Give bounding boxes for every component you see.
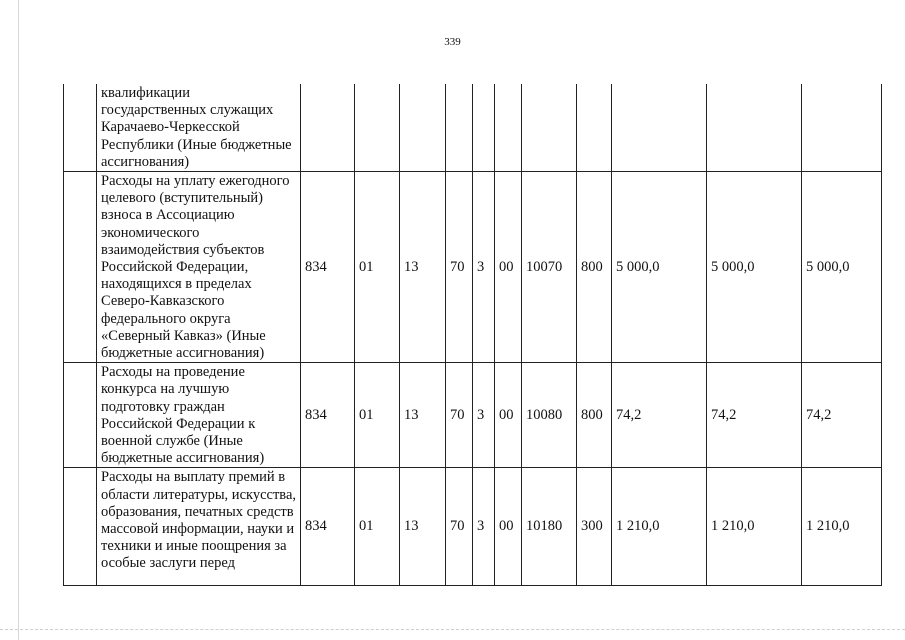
amount-cell-year3: 74,2 (802, 363, 882, 468)
scan-edge-line (18, 0, 19, 640)
direction-code-cell (522, 84, 577, 172)
table-row (64, 468, 882, 586)
expense-type-cell: 300 (577, 468, 612, 586)
amount-cell-year2 (707, 84, 802, 172)
description-cell: Расходы на выплату премий в области литературы, искусства, образования, печатных средств массовой информации, науки и техники и иные поощрения за особые заслуги перед (97, 468, 301, 586)
ministry-code-cell: 834 (301, 468, 355, 586)
event-code-cell (495, 84, 522, 172)
ministry-code-cell: 834 (301, 363, 355, 468)
amount-cell-year2: 74,2 (707, 363, 802, 468)
description-cell: Расходы на проведение конкурса на лучшую подготовку граждан Российской Федерации к военной службе (Иные бюджетные ассигнования) (97, 363, 301, 468)
direction-code-cell: 10180 (522, 468, 577, 586)
ministry-code-cell (301, 84, 355, 172)
amount-cell-year1: 74,2 (612, 363, 707, 468)
program-code-cell (446, 84, 473, 172)
subprogram-code-cell: 3 (473, 172, 495, 363)
description-cell: квалификации государственных служащих Карачаево-Черкесской Республики (Иные бюджетные ассигнования) (97, 84, 301, 172)
table-row (64, 172, 882, 363)
row-number-cell (64, 84, 97, 172)
section-code-cell (355, 84, 400, 172)
subsection-code-cell: 13 (400, 363, 446, 468)
subsection-code-cell: 13 (400, 468, 446, 586)
event-code-cell: 00 (495, 468, 522, 586)
scan-bottom-edge (0, 629, 905, 631)
subsection-code-cell: 13 (400, 172, 446, 363)
expense-type-cell (577, 84, 612, 172)
budget-table (63, 84, 882, 586)
subprogram-code-cell: 3 (473, 468, 495, 586)
table-row (64, 363, 882, 468)
section-code-cell: 01 (355, 363, 400, 468)
table-row (64, 84, 882, 172)
program-code-cell: 70 (446, 172, 473, 363)
expense-type-cell: 800 (577, 363, 612, 468)
description-cell: Расходы на уплату ежегодного целевого (вступительный) взноса в Ассоциацию экономического взаимодействия субъектов Российской Федерации, находящихся в пределах Северо-Кавказского федерального округа «Северный Кавказ» (Иные бюджетные ассигнования) (97, 172, 301, 363)
direction-code-cell: 10070 (522, 172, 577, 363)
amount-cell-year3 (802, 84, 882, 172)
amount-cell-year1 (612, 84, 707, 172)
section-code-cell: 01 (355, 468, 400, 586)
row-number-cell (64, 363, 97, 468)
amount-cell-year1: 5 000,0 (612, 172, 707, 363)
amount-cell-year2: 5 000,0 (707, 172, 802, 363)
amount-cell-year3: 1 210,0 (802, 468, 882, 586)
section-code-cell: 01 (355, 172, 400, 363)
page-number: 339 (444, 36, 461, 48)
program-code-cell: 70 (446, 468, 473, 586)
amount-cell-year3: 5 000,0 (802, 172, 882, 363)
subprogram-code-cell (473, 84, 495, 172)
row-number-cell (64, 468, 97, 586)
subsection-code-cell (400, 84, 446, 172)
ministry-code-cell: 834 (301, 172, 355, 363)
event-code-cell: 00 (495, 172, 522, 363)
expense-type-cell: 800 (577, 172, 612, 363)
row-number-cell (64, 172, 97, 363)
event-code-cell: 00 (495, 363, 522, 468)
amount-cell-year2: 1 210,0 (707, 468, 802, 586)
program-code-cell: 70 (446, 363, 473, 468)
amount-cell-year1: 1 210,0 (612, 468, 707, 586)
direction-code-cell: 10080 (522, 363, 577, 468)
subprogram-code-cell: 3 (473, 363, 495, 468)
